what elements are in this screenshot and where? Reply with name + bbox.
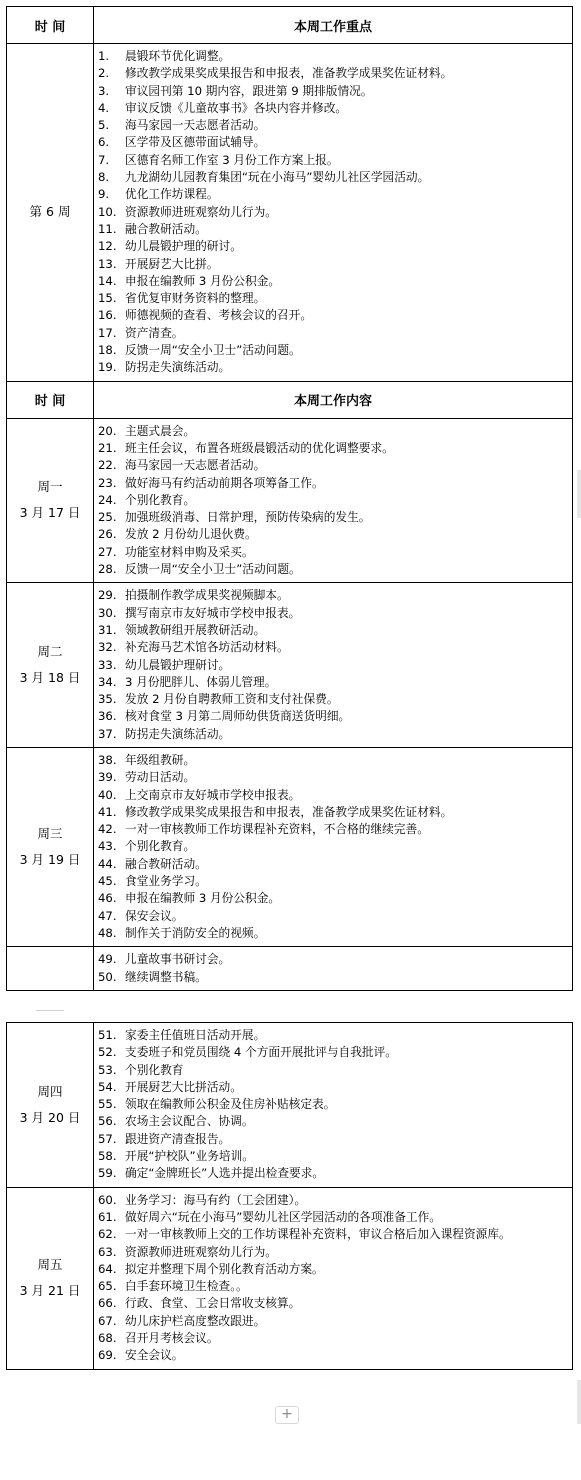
item-text: 反馈一周“安全小卫士”活动问题。: [125, 562, 301, 577]
item-number: 12.: [98, 239, 117, 254]
item-text: 省优复审财务资料的整理。: [125, 291, 266, 306]
item-text: 行政、食堂、工会日常收支核算。: [125, 1296, 301, 1311]
item-number: 18.: [98, 343, 117, 358]
list-item: [98, 1347, 566, 1364]
item-number: 56.: [98, 1114, 117, 1129]
day-cell-empty: [7, 947, 94, 991]
item-text: 班主任会议，布置各班级晨锻活动的优化调整要求。: [125, 440, 394, 455]
item-text: 资产清查。: [125, 325, 184, 340]
item-number: 15.: [98, 291, 117, 306]
week-row: [7, 44, 573, 382]
item-number: 19.: [98, 360, 117, 375]
day-date: 3 月 18 日: [19, 670, 81, 686]
day-name: 周五: [37, 1257, 63, 1273]
list-item: [98, 1079, 566, 1096]
item-number: 33.: [98, 657, 117, 672]
list-item: [98, 838, 566, 855]
day-row-tue: [7, 583, 573, 748]
item-number: 43.: [98, 839, 117, 854]
list-item: [98, 1062, 566, 1079]
list-item: [98, 509, 566, 526]
item-text: 开展厨艺大比拼。: [125, 256, 219, 271]
list-item: [98, 769, 566, 786]
item-number: 27.: [98, 544, 117, 559]
day-date: 3 月 21 日: [19, 1283, 81, 1299]
item-number: 30.: [98, 605, 117, 620]
item-number: 23.: [98, 475, 117, 490]
item-number: 39.: [98, 770, 117, 785]
item-text: 九龙湖幼儿园教育集团“玩在小海马”婴幼儿社区学园活动。: [125, 170, 430, 185]
item-text: 劳动日活动。: [125, 770, 196, 785]
list-item: [98, 657, 566, 674]
item-number: 47.: [98, 908, 117, 923]
item-text: 开展“护校队”业务培训。: [125, 1149, 254, 1164]
item-text: 3 月份肥胖儿、体弱儿管理。: [125, 674, 277, 689]
day-name: 周一: [37, 479, 63, 495]
item-text: 海马家园一天志愿者活动。: [125, 458, 266, 473]
item-number: 49.: [98, 952, 117, 967]
list-item: [98, 1113, 566, 1130]
item-number: 6.: [98, 135, 110, 150]
day-cell: [7, 1187, 94, 1369]
item-text: 一对一审核教师工作坊课程补充资料，不合格的继续完善。: [125, 822, 429, 837]
item-number: 55.: [98, 1097, 117, 1112]
day-date: 3 月 17 日: [19, 505, 81, 521]
list-item: [98, 856, 566, 873]
item-number: 46.: [98, 891, 117, 906]
header-time: 时 间: [7, 7, 94, 44]
add-row-button[interactable]: +: [275, 1406, 299, 1424]
item-number: 44.: [98, 856, 117, 871]
list-item: [98, 873, 566, 890]
item-number: 40.: [98, 787, 117, 802]
item-text: 师德视频的查看、考核会议的召开。: [125, 308, 313, 323]
item-number: 22.: [98, 458, 117, 473]
header-row-focus: [7, 7, 573, 44]
item-text: 加强班级消毒、日常护理，预防传染病的发生。: [125, 510, 371, 525]
item-text: 幼儿晨锻护理的研讨。: [125, 239, 242, 254]
item-text: 一对一审核教师上交的工作坊课程补充资料，审议合格后加入课程资源库。: [125, 1227, 511, 1242]
list-item: [98, 475, 566, 492]
item-number: 3.: [98, 83, 110, 98]
item-text: 区学带及区德带面试辅导。: [125, 135, 266, 150]
item-number: 17.: [98, 325, 117, 340]
item-text: 主题式晨会。: [125, 423, 196, 438]
list-item: [98, 1096, 566, 1113]
item-text: 农场主会议配合、协调。: [125, 1114, 254, 1129]
item-number: 53.: [98, 1062, 117, 1077]
item-text: 资源教师进班观察幼儿行为。: [125, 204, 277, 219]
item-number: 66.: [98, 1296, 117, 1311]
item-number: 25.: [98, 510, 117, 525]
list-item: [98, 83, 566, 100]
item-text: 修改教学成果奖成果报告和申报表，准备教学成果奖佐证材料。: [125, 66, 453, 81]
item-number: 41.: [98, 804, 117, 819]
list-item: [98, 134, 566, 151]
list-item: [98, 1192, 566, 1209]
item-text: 安全会议。: [125, 1348, 184, 1363]
item-text: 做好周六“玩在小海马”婴幼儿社区学园活动的各项准备工作。: [125, 1209, 441, 1224]
item-text: 跟进资产清查报告。: [125, 1131, 231, 1146]
item-number: 58.: [98, 1149, 117, 1164]
item-text: 发放 2 月份幼儿退伙费。: [125, 527, 257, 542]
item-text: 审议园刊第 10 期内容，跟进第 9 期排版情况。: [125, 83, 373, 98]
day-row-thu: [7, 1023, 573, 1188]
item-number: 69.: [98, 1348, 117, 1363]
list-item: [98, 726, 566, 743]
list-item: [98, 890, 566, 907]
day-name: 周二: [37, 644, 63, 660]
day-cell: [7, 583, 94, 748]
item-number: 7.: [98, 152, 110, 167]
list-item: [98, 1226, 566, 1243]
item-number: 42.: [98, 822, 117, 837]
item-text: 食堂业务学习。: [125, 874, 207, 889]
list-item: [98, 951, 566, 968]
item-text: 家委主任值班日活动开展。: [125, 1028, 266, 1042]
item-text: 白手套环境卫生检查。。: [125, 1279, 248, 1294]
header-content: 本周工作内容: [94, 381, 573, 418]
item-text: 发放 2 月份自聘教师工资和支付社保费。: [125, 692, 339, 707]
item-text: 拟定并整理下周个别化教育活动方案。: [125, 1261, 324, 1276]
item-number: 63.: [98, 1244, 117, 1259]
list-item: [98, 1278, 566, 1295]
day-task-list: [94, 418, 573, 583]
list-item: [98, 605, 566, 622]
header-focus: 本周工作重点: [94, 7, 573, 44]
item-number: 5.: [98, 118, 110, 133]
list-item: [98, 204, 566, 221]
list-item: [98, 169, 566, 186]
list-item: [98, 674, 566, 691]
item-text: 晨锻环节优化调整。: [125, 49, 231, 63]
item-text: 修改教学成果奖成果报告和申报表，准备教学成果奖佐证材料。: [125, 804, 453, 819]
table-resize-handle[interactable]: [577, 470, 581, 518]
list-item: [98, 639, 566, 656]
item-number: 37.: [98, 726, 117, 741]
item-text: 审议反馈《儿童故事书》各块内容并修改。: [125, 100, 348, 115]
list-item: [98, 804, 566, 821]
item-text: 个别化教育。: [125, 492, 196, 507]
item-text: 制作关于消防安全的视频。: [125, 925, 266, 940]
list-item: [98, 256, 566, 273]
list-item: [98, 492, 566, 509]
item-text: 个别化教育。: [125, 839, 196, 854]
item-number: 20.: [98, 423, 117, 438]
list-item: [98, 342, 566, 359]
item-number: 62.: [98, 1227, 117, 1242]
day-cell: [7, 418, 94, 583]
item-number: 52.: [98, 1045, 117, 1060]
list-item: [98, 1244, 566, 1261]
day-row-fri: [7, 1187, 573, 1369]
day-date: 3 月 19 日: [19, 852, 81, 868]
item-text: 优化工作坊课程。: [125, 187, 219, 202]
item-text: 做好海马有约活动前期各项筹备工作。: [125, 475, 324, 490]
day-row-mon: [7, 418, 573, 583]
item-text: 开展厨艺大比拼活动。: [125, 1079, 242, 1094]
list-item: [98, 752, 566, 769]
list-item: [98, 526, 566, 543]
item-number: 4.: [98, 100, 110, 115]
item-number: 45.: [98, 874, 117, 889]
item-number: 13.: [98, 256, 117, 271]
list-item: [98, 186, 566, 203]
item-text: 幼儿晨锻护理研讨。: [125, 657, 231, 672]
list-item: [98, 457, 566, 474]
item-text: 防拐走失演练活动。: [125, 360, 231, 375]
list-item: [98, 117, 566, 134]
item-text: 儿童故事书研讨会。: [125, 952, 231, 967]
item-text: 功能室材料申购及采买。: [125, 544, 254, 559]
item-text: 融合教研活动。: [125, 856, 207, 871]
item-number: 24.: [98, 492, 117, 507]
item-text: 融合教研活动。: [125, 221, 207, 236]
item-text: 资源教师进班观察幼儿行为。: [125, 1244, 277, 1259]
item-number: 51.: [98, 1028, 117, 1042]
list-item: [98, 325, 566, 342]
item-number: 28.: [98, 562, 117, 577]
list-item: [98, 821, 566, 838]
week-focus-list: [94, 44, 573, 382]
list-item: [98, 787, 566, 804]
item-number: 21.: [98, 440, 117, 455]
list-item: [98, 359, 566, 376]
list-item: [98, 1295, 566, 1312]
item-number: 54.: [98, 1079, 117, 1094]
item-text: 领取在编教师公积金及住房补贴核定表。: [125, 1097, 336, 1112]
item-number: 8.: [98, 170, 110, 185]
list-item: [98, 908, 566, 925]
list-item: [98, 1044, 566, 1061]
item-number: 48.: [98, 925, 117, 940]
item-text: 申报在编教师 3 月份公积金。: [125, 273, 281, 288]
header-time-2: 时 间: [7, 381, 94, 418]
day-task-list: [94, 583, 573, 748]
day-name: 周三: [37, 826, 63, 842]
item-number: 26.: [98, 527, 117, 542]
list-item: [98, 290, 566, 307]
list-item: [98, 1330, 566, 1347]
item-number: 2.: [98, 66, 110, 81]
list-item: [98, 273, 566, 290]
item-text: 继续调整书稿。: [125, 969, 207, 984]
list-item: [98, 1148, 566, 1165]
item-number: 67.: [98, 1313, 117, 1328]
item-number: 16.: [98, 308, 117, 323]
table-resize-handle[interactable]: [577, 1380, 581, 1424]
list-item: [98, 152, 566, 169]
item-number: 11.: [98, 221, 117, 236]
day-row-wed-continued: [7, 947, 573, 991]
header-row-content: [7, 381, 573, 418]
item-text: 确定“金牌班长”人选并提出检查要求。: [125, 1166, 325, 1181]
item-number: 29.: [98, 588, 117, 603]
list-item: [98, 1165, 566, 1182]
item-number: 1.: [98, 49, 110, 63]
item-text: 核对食堂 3 月第二周师幼供货商送货明细。: [125, 709, 351, 724]
item-number: 57.: [98, 1131, 117, 1146]
list-item: [98, 48, 566, 65]
item-number: 61.: [98, 1209, 117, 1224]
list-item: [98, 1131, 566, 1148]
item-text: 区德育名师工作室 3 月份工作方案上报。: [125, 152, 339, 167]
item-text: 召开月考核会议。: [125, 1331, 219, 1346]
list-item: [98, 708, 566, 725]
item-text: 幼儿床护栏高度整改跟进。: [125, 1313, 266, 1328]
item-number: 68.: [98, 1331, 117, 1346]
item-text: 支委班子和党员围绕 4 个方面开展批评与自我批评。: [125, 1045, 397, 1060]
item-text: 领域教研组开展教研活动。: [125, 622, 266, 637]
list-item: [98, 1209, 566, 1226]
list-item: [98, 423, 566, 440]
item-text: 海马家园一天志愿者活动。: [125, 118, 266, 133]
list-item: [98, 622, 566, 639]
item-number: 10.: [98, 204, 117, 219]
list-item: [98, 587, 566, 604]
week-label: 第 6 周: [7, 44, 94, 382]
item-text: 年级组教研。: [125, 752, 196, 767]
list-item: [98, 1261, 566, 1278]
item-number: 31.: [98, 622, 117, 637]
item-text: 防拐走失演练活动。: [125, 726, 231, 741]
list-item: [98, 1027, 566, 1044]
list-item: [98, 925, 566, 942]
item-number: 64.: [98, 1261, 117, 1276]
item-number: 35.: [98, 692, 117, 707]
list-item: [98, 221, 566, 238]
list-item: [98, 65, 566, 82]
list-item: [98, 544, 566, 561]
weekly-plan-table-page2: [6, 1022, 573, 1370]
list-item: [98, 969, 566, 986]
list-item: [98, 100, 566, 117]
list-item: [98, 561, 566, 578]
day-date: 3 月 20 日: [19, 1109, 81, 1125]
item-text: 撰写南京市友好城市学校申报表。: [125, 605, 301, 620]
day-name: 周四: [37, 1083, 63, 1099]
list-item: [98, 691, 566, 708]
day-cell: [7, 747, 94, 946]
item-text: 业务学习：海马有约（工会团建）。: [125, 1192, 307, 1207]
weekly-plan-table-page1: [6, 6, 573, 991]
item-number: 60.: [98, 1192, 117, 1207]
item-number: 59.: [98, 1166, 117, 1181]
list-item: [98, 238, 566, 255]
day-task-list: [94, 747, 573, 946]
day-cell: [7, 1023, 94, 1188]
list-item: [98, 440, 566, 457]
item-number: 38.: [98, 752, 117, 767]
item-number: 14.: [98, 273, 117, 288]
item-number: 50.: [98, 969, 117, 984]
day-task-list: [94, 1023, 573, 1188]
page-break-mark: [36, 1010, 64, 1021]
item-number: 34.: [98, 674, 117, 689]
item-text: 上交南京市友好城市学校申报表。: [125, 787, 301, 802]
list-item: [98, 1313, 566, 1330]
day-task-list: [94, 1187, 573, 1369]
item-number: 32.: [98, 640, 117, 655]
item-text: 个别化教育: [125, 1062, 184, 1077]
item-text: 拍摄制作教学成果奖视频脚本。: [125, 588, 289, 603]
day-row-wed: [7, 747, 573, 946]
item-number: 36.: [98, 709, 117, 724]
item-text: 保安会议。: [125, 908, 184, 923]
item-text: 补充海马艺术馆各坊活动材料。: [125, 640, 289, 655]
item-number: 65.: [98, 1279, 117, 1294]
list-item: [98, 307, 566, 324]
item-text: 申报在编教师 3 月份公积金。: [125, 891, 281, 906]
item-text: 反馈一周“安全小卫士”活动问题。: [125, 343, 301, 358]
day-task-list: [94, 947, 573, 991]
item-number: 9.: [98, 187, 110, 202]
